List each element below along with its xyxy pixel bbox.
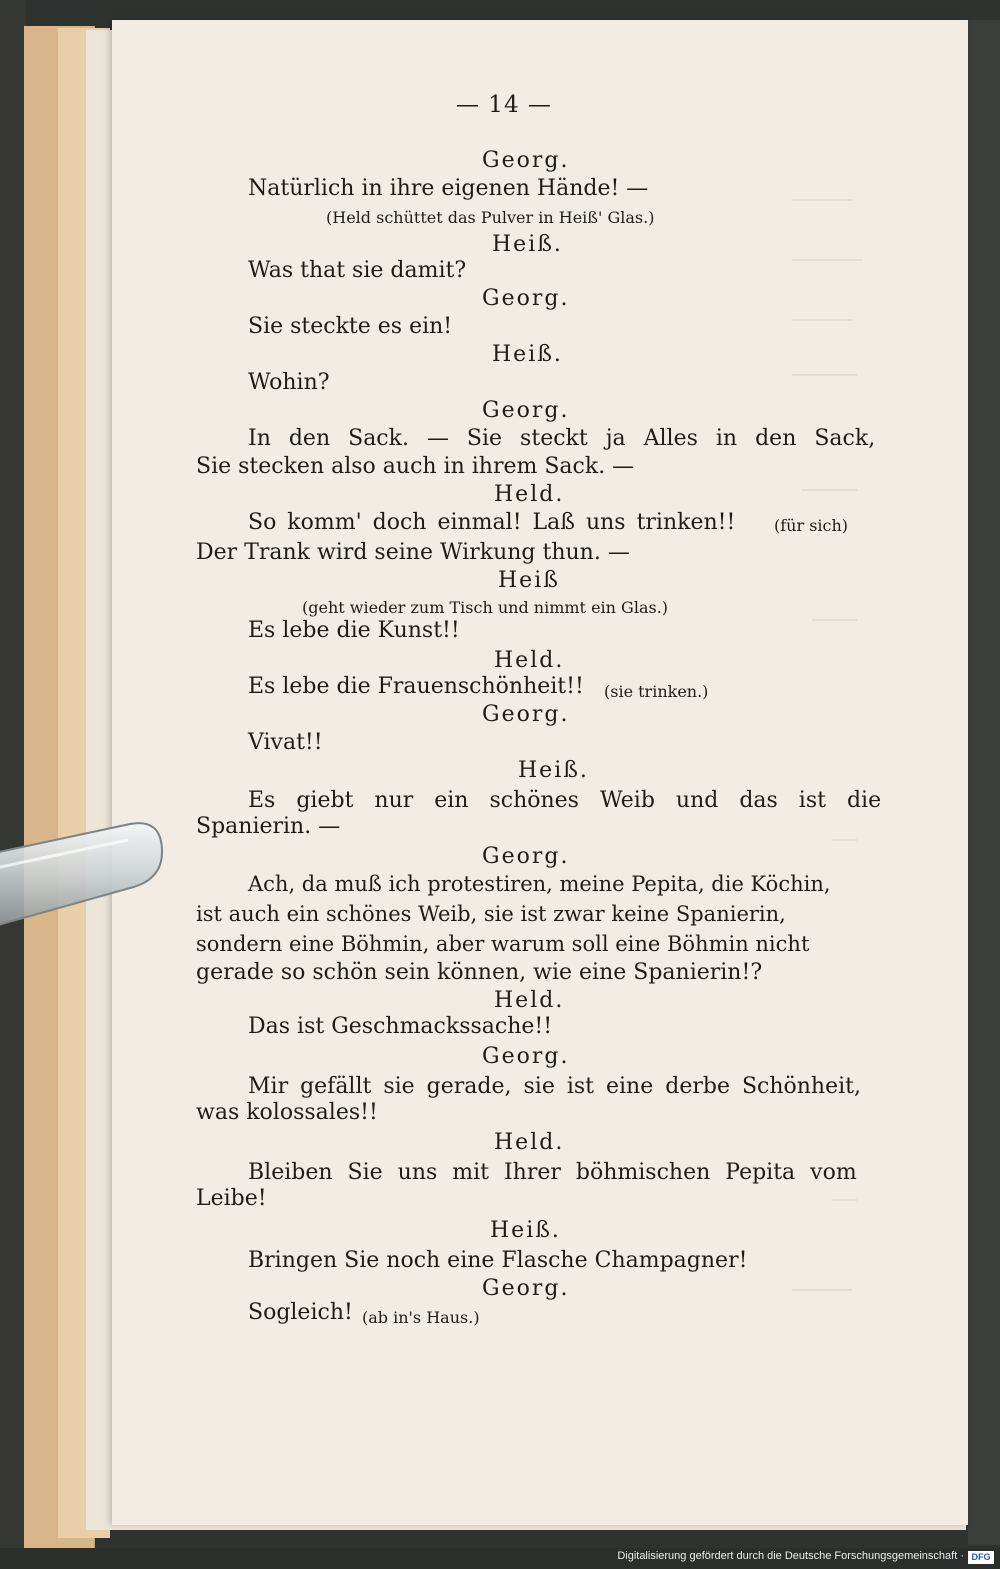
dialogue-line: ist auch ein schönes Weib, sie ist zwar keine Spanierin, [196,902,786,926]
dialogue-line: Sogleich! [248,1300,353,1325]
dialogue-line: So komm' doch einmal! Laß uns trinken!! [248,510,736,535]
dialogue-line: Wohin? [248,370,330,395]
dialogue-line: Es giebt nur ein schönes Weib und das ist die [248,788,882,813]
speaker-name: Heiß. [492,342,563,367]
speaker-name: Georg. [482,844,570,869]
speaker-name: Georg. [482,398,570,423]
dialogue-line: Vivat!! [248,730,323,755]
speaker-name: Heiß. [492,232,563,257]
left-scan-edge [0,0,26,1569]
speaker-name: Georg. [482,286,570,311]
dialogue-line: In den Sack. — Sie steckt ja Alles in den Sack, [248,426,876,451]
dialogue-line: Es lebe die Frauenschönheit!! [248,674,584,699]
speaker-name: Held. [494,988,565,1013]
speaker-name: Heiß. [490,1218,561,1243]
speaker-name: Georg. [482,1276,570,1301]
dialogue-line: Sie steckte es ein! [248,314,453,339]
dialogue-line: sondern eine Böhmin, aber warum soll eine Böhmin nicht [196,932,810,956]
stage-direction: (Held schüttet das Pulver in Heiß' Glas.) [326,208,655,227]
stage-direction-inline: (für sich) [774,516,849,535]
speaker-name: Held. [494,482,565,507]
right-scan-edge [968,20,1000,1545]
dfg-logo: DFG [968,1551,994,1564]
speaker-name: Heiß [498,568,560,593]
speaker-name: Georg. [482,1044,570,1069]
dialogue-line: Spanierin. — [196,814,341,839]
dialogue-line: Was that sie damit? [248,258,467,283]
page-holder-clip [0,818,180,938]
speaker-name: Georg. [482,702,570,727]
speaker-name: Georg. [482,148,570,173]
dialogue-line: Natürlich in ihre eigenen Hände! — [248,176,649,201]
dialogue-line: Leibe! [196,1186,267,1211]
stage-direction: (geht wieder zum Tisch und nimmt ein Glas.) [302,598,669,617]
dialogue-line: Ach, da muß ich protestiren, meine Pepita, die Köchin, [248,872,831,896]
speaker-name: Heiß. [518,758,589,783]
page-number: — 14 — [456,92,552,118]
dialogue-line: Mir gefällt sie gerade, sie ist eine derbe Schönheit, [248,1074,861,1099]
stage-direction-inline: (sie trinken.) [604,682,709,701]
digitization-credit: Digitalisierung gefördert durch die Deutsche Forschungsgemeinschaft · [617,1550,964,1562]
dialogue-line: Das ist Geschmackssache!! [248,1014,553,1039]
dialogue-line: gerade so schön sein können, wie eine Spanierin!? [196,960,763,985]
speaker-name: Held. [494,1130,565,1155]
dialogue-line: Es lebe die Kunst!! [248,618,460,643]
dialogue-line: Sie stecken also auch in ihrem Sack. — [196,454,635,479]
dialogue-line: was kolossales!! [196,1100,378,1125]
dialogue-line: Bleiben Sie uns mit Ihrer böhmischen Pepita vom [248,1160,857,1185]
stage-direction-inline: (ab in's Haus.) [362,1308,480,1327]
dialogue-line: Der Trank wird seine Wirkung thun. — [196,540,630,565]
speaker-name: Held. [494,648,565,673]
dialogue-line: Bringen Sie noch eine Flasche Champagner! [248,1248,748,1273]
